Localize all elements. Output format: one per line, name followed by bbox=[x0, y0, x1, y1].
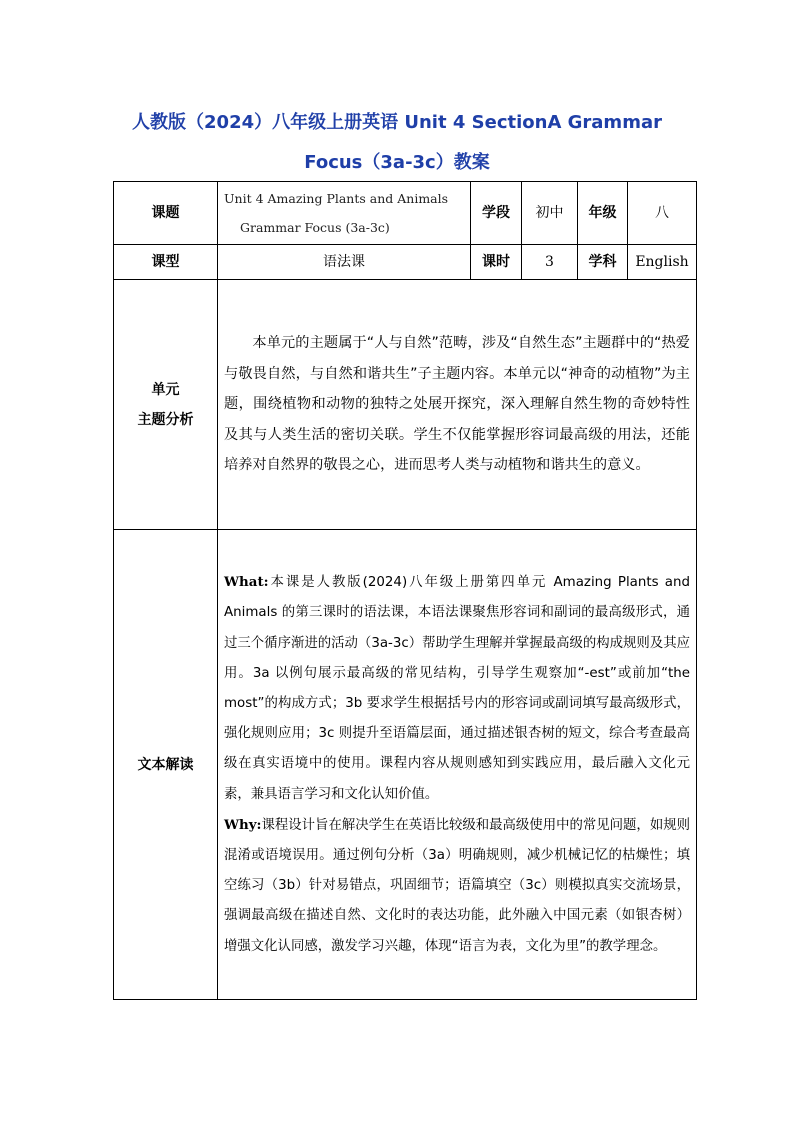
why-paragraph bbox=[224, 810, 690, 962]
topic-label: 课题 bbox=[114, 182, 218, 245]
what-paragraph bbox=[224, 567, 690, 810]
document-title bbox=[100, 103, 694, 183]
topic-value bbox=[218, 182, 471, 245]
what-text: 本课是人教版(2024)八年级上册第四单元 Amazing Plants and Animals 的第三课时的语法课，本语法课聚焦形容词和副词的最高级形式，通过三个循序渐进的活动（3a-3c）帮助学生理解并掌握最高级的构成规则及其应用。3a 以例句展示最高级的常见结构，引导学生观察加“-est”或前加“the most”的构成方式；3b 要求学生根据括号内的形容词或副词填写最高级形式，强化规则应用；3c 则提升至语篇层面，通过描述银杏树的短文，综合考查最高级在真实语境中的使用。课程内容从规则感知到实践应用，最后融入文化元素，兼具语言学习和文化认知价值。 bbox=[224, 575, 690, 802]
text-analysis-row bbox=[114, 530, 697, 1000]
text-analysis-label: 文本解读 bbox=[114, 530, 218, 1000]
unit-label-line-1: 单元 bbox=[151, 381, 180, 398]
period-value: 3 bbox=[522, 245, 578, 280]
subject-value: English bbox=[628, 245, 697, 280]
why-text: 课程设计旨在解决学生在英语比较级和最高级使用中的常见问题，如规则混淆或语境误用。通过例句分析（3a）明确规则，减少机械记忆的枯燥性；填空练习（3b）针对易错点，巩固细节；语篇填空（3c）则模拟真实交流场景，强调最高级在描述自然、文化时的表达功能，此外融入中国元素（如银杏树）增强文化认同感，激发学习兴趣，体现“语言为表，文化为里”的教学理念。 bbox=[224, 817, 690, 954]
title-line-2: Focus（3a-3c）教案 bbox=[304, 152, 490, 173]
type-label: 课型 bbox=[114, 245, 218, 280]
subject-label: 学科 bbox=[578, 245, 628, 280]
unit-analysis-row bbox=[114, 280, 697, 530]
unit-label-line-2: 主题分析 bbox=[137, 411, 194, 428]
type-value: 语法课 bbox=[218, 245, 471, 280]
lesson-plan-table bbox=[113, 181, 697, 1000]
type-row bbox=[114, 245, 697, 280]
grade-value: 八 bbox=[628, 182, 697, 245]
text-analysis-content bbox=[218, 530, 697, 1000]
unit-analysis-paragraph: 本单元的主题属于“人与自然”范畴，涉及“自然生态”主题群中的“热爱与敬畏自然，与自然和谐共生”子主题内容。本单元以“神奇的动植物”为主题，围绕植物和动物的独特之处展开探究，深入理解自然生物的奇妙特性及其与人类生活的密切关联。学生不仅能掌握形容词最高级的用法，还能培养对自然界的敬畏之心，进而思考人类与动植物和谐共生的意义。 bbox=[224, 335, 690, 474]
topic-line-1: Unit 4 Amazing Plants and Animals bbox=[224, 191, 449, 206]
topic-line-2: Grammar Focus (3a-3c) bbox=[240, 220, 390, 235]
topic-row bbox=[114, 182, 697, 245]
why-label: Why: bbox=[224, 816, 262, 833]
title-line-1: 人教版（2024）八年级上册英语 Unit 4 SectionA Grammar bbox=[132, 112, 662, 133]
what-label: What: bbox=[224, 574, 269, 591]
grade-label: 年级 bbox=[578, 182, 628, 245]
stage-value: 初中 bbox=[522, 182, 578, 245]
stage-label: 学段 bbox=[471, 182, 522, 245]
unit-analysis-text bbox=[218, 280, 697, 530]
unit-analysis-label bbox=[114, 280, 218, 530]
period-label: 课时 bbox=[471, 245, 522, 280]
